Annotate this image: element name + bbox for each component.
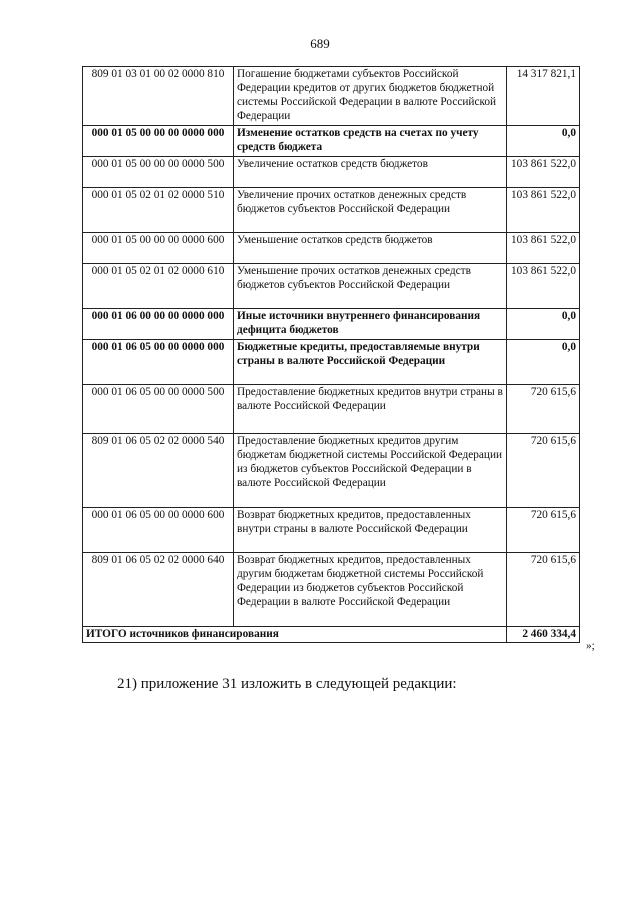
budget-code: 000 01 05 02 01 02 0000 610 (83, 264, 234, 309)
item-amount: 720 615,6 (507, 553, 580, 627)
item-name: Уменьшение прочих остатков денежных средств бюджетов субъектов Российской Федерации (234, 264, 507, 309)
item-name: Увеличение прочих остатков денежных средств бюджетов субъектов Российской Федерации (234, 188, 507, 233)
item-name: Бюджетные кредиты, предоставляемые внутри страны в валюте Российской Федерации (234, 340, 507, 385)
item-name: Увеличение остатков средств бюджетов (234, 157, 507, 188)
table-row (83, 508, 580, 553)
table-row (83, 264, 580, 309)
item-amount: 103 861 522,0 (507, 157, 580, 188)
total-amount: 2 460 334,4 (507, 627, 580, 643)
table-row (83, 67, 580, 126)
item-amount: 0,0 (507, 340, 580, 385)
budget-code: 000 01 05 02 01 02 0000 510 (83, 188, 234, 233)
item-amount: 0,0 (507, 126, 580, 157)
table-row (83, 385, 580, 434)
item-amount: 14 317 821,1 (507, 67, 580, 126)
item-amount: 103 861 522,0 (507, 233, 580, 264)
page-number: 689 (310, 36, 330, 51)
budget-code: 000 01 05 00 00 00 0000 600 (83, 233, 234, 264)
item-name: Возврат бюджетных кредитов, предоставленных внутри страны в валюте Российской Федерации (234, 508, 507, 553)
amendment-instruction: 21) приложение 31 изложить в следующей редакции: (117, 676, 457, 692)
item-amount: 0,0 (507, 309, 580, 340)
budget-code: 000 01 05 00 00 00 0000 000 (83, 126, 234, 157)
item-amount: 103 861 522,0 (507, 264, 580, 309)
item-amount: 720 615,6 (507, 508, 580, 553)
budget-code: 809 01 03 01 00 02 0000 810 (83, 67, 234, 126)
total-row (83, 627, 580, 643)
item-name: Изменение остатков средств на счетах по учету средств бюджета (234, 126, 507, 157)
item-name: Уменьшение остатков средств бюджетов (234, 233, 507, 264)
table-row (83, 233, 580, 264)
budget-code: 000 01 05 00 00 00 0000 500 (83, 157, 234, 188)
item-name: Предоставление бюджетных кредитов другим бюджетам бюджетной системы Российской Федерации из бюджетов субъектов Российской Федерации в валюте Российской Федерации (234, 434, 507, 508)
item-amount: 720 615,6 (507, 385, 580, 434)
item-name: Предоставление бюджетных кредитов внутри страны в валюте Российской Федерации (234, 385, 507, 434)
item-name: Возврат бюджетных кредитов, предоставленных другим бюджетам бюджетной системы Российской Федерации из бюджетов субъектов Российской Федерации в валюте Российской Федерации (234, 553, 507, 627)
table-row (83, 188, 580, 233)
budget-code: 809 01 06 05 02 02 0000 540 (83, 434, 234, 508)
total-label: ИТОГО источников финансирования (83, 627, 507, 643)
table-row (83, 126, 580, 157)
item-name: Иные источники внутреннего финансирования дефицита бюджетов (234, 309, 507, 340)
item-name: Погашение бюджетами субъектов Российской Федерации кредитов от других бюджетов бюджетной системы Российской Федерации в валюте Российской Федерации (234, 67, 507, 126)
table-row (83, 340, 580, 385)
budget-code: 000 01 06 05 00 00 0000 000 (83, 340, 234, 385)
financing-sources-table (82, 66, 580, 643)
table-row (83, 309, 580, 340)
closing-quote: »; (586, 640, 595, 652)
budget-code: 000 01 06 00 00 00 0000 000 (83, 309, 234, 340)
item-amount: 103 861 522,0 (507, 188, 580, 233)
table-row (83, 553, 580, 627)
table-row (83, 157, 580, 188)
budget-code: 000 01 06 05 00 00 0000 600 (83, 508, 234, 553)
budget-code: 809 01 06 05 02 02 0000 640 (83, 553, 234, 627)
item-amount: 720 615,6 (507, 434, 580, 508)
budget-code: 000 01 06 05 00 00 0000 500 (83, 385, 234, 434)
table-row (83, 434, 580, 508)
